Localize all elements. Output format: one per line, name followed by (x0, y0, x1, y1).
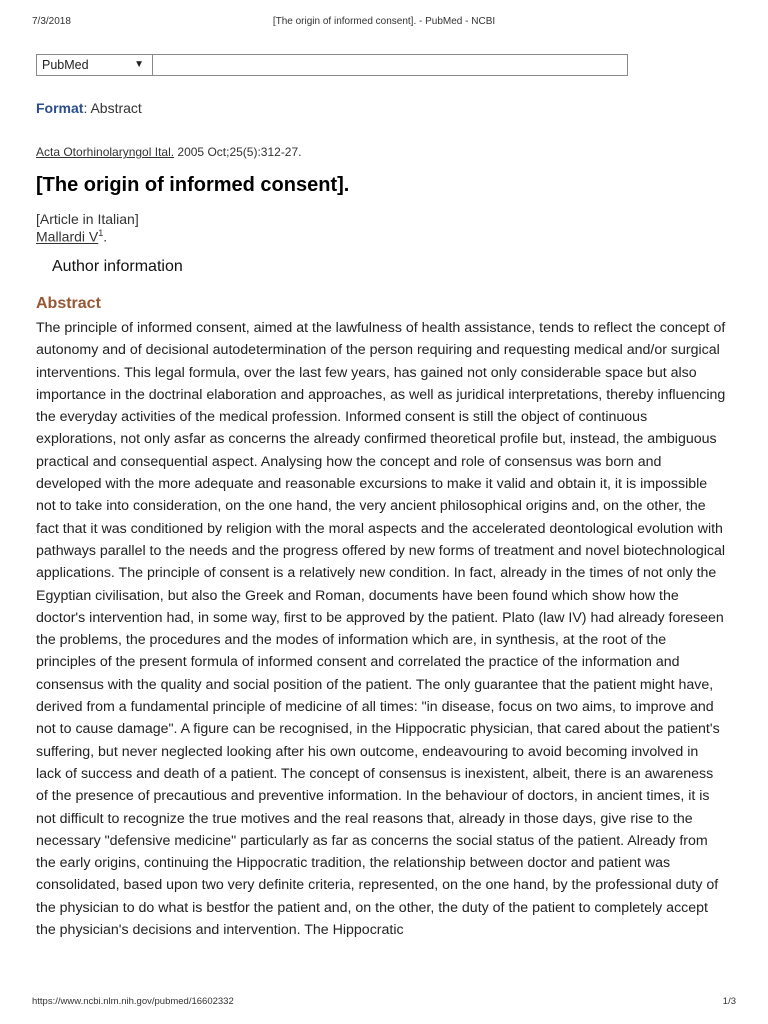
citation-details: 2005 Oct;25(5):312-27. (174, 145, 302, 159)
abstract-text: The principle of informed consent, aimed at the lawfulness of health assistance, tends to reflect the concept of autonomy and of decisional autodetermination of the person requiring and requesting medical and/or surgical interventions. This legal formula, over the last few years, has gained not only considerable space but also importance in the doctrinal elaboration and approaches, as well as juridical interpretations, thereby influencing the everyday activities of the medical profession. Informed consent is still the object of continuous explorations, not only asfar as concerns the already confirmed theoretical profile but, instead, the ambiguous practical and consequential aspect. Analysing how the concept and role of consensus was born and developed with the more adequate and reasonable excursions to make it valid and obtain it, it is impossible not to take into consideration, on the one hand, the very ancient philosophical origins and, on the other, the fact that it was conditioned by religion with the moral aspects and the accelerated deontological evolution with pathways parallel to the needs and the progress offered by new forms of treatment and novel biotechnological applications. The principle of consent is a relatively new condition. In fact, already in the times of not only the Egyptian civilisation, but also the Greek and Roman, documents have been found which show how the doctor's intervention had, in some way, first to be approved by the patient. Plato (law IV) had already foreseen the problems, the procedures and the modes of information which are, in synthesis, at the root of the principles of the present formula of informed consent and correlated the practice of the information and consensus with the quality and social position of the patient. The only guarantee that the patient might have, derived from a fundamental principle of medicine of all times: "in disease, focus on two aims, to improve and not to cause damage". A figure can be recognised, in the Hippocratic physician, that cared about the patient's suffering, but never neglected looking after his own outcome, endeavouring to avoid becoming involved in lack of success and death of a patient. The concept of consensus is inexistent, albeit, there is an awareness of the presence of precautious and preventive information. In the behaviour of doctors, in ancient times, it is not difficult to recognize the true motives and the real reasons that, already in those days, give rise to the necessary "defensive medicine" particularly as far as concerns the social status of the patient. Already from the early origins, continuing the Hippocratic tradition, the relationship between doctor and patient was consolidated, based upon two very definite criteria, represented, on the one hand, by the professional duty of the physician to do what is bestfor the patient and, on the other, the duty of the patient to completely accept the physician's decisions and intervention. The Hippocratic (36, 320, 726, 939)
article-language-note: [Article in Italian] (36, 211, 139, 227)
citation (36, 145, 302, 159)
print-page-title: [The origin of informed consent]. - PubMed - NCBI (272, 16, 496, 27)
format-label[interactable]: Format (36, 100, 84, 116)
chevron-down-icon: ▼ (134, 59, 144, 70)
author-list (36, 228, 107, 245)
print-date: 7/3/2018 (32, 16, 71, 27)
print-url: https://www.ncbi.nlm.nih.gov/pubmed/16602332 (32, 996, 234, 1007)
format-line (36, 100, 142, 116)
database-select[interactable] (36, 54, 154, 76)
database-select-value: PubMed (42, 58, 89, 72)
journal-link[interactable]: Acta Otorhinolaryngol Ital. (36, 145, 175, 159)
print-footer (32, 996, 736, 1010)
author-information-toggle[interactable]: Author information (52, 258, 183, 275)
author-link[interactable]: Mallardi V (36, 228, 99, 245)
article-title: [The origin of informed consent]. (36, 174, 350, 196)
format-value: Abstract (90, 100, 142, 116)
print-header (32, 16, 736, 30)
print-page-number: 1/3 (722, 996, 736, 1007)
search-input[interactable] (152, 54, 628, 76)
author-trailing: . (103, 228, 108, 245)
abstract-heading: Abstract (36, 295, 101, 312)
search-bar (36, 54, 622, 76)
affiliation-marker: 1 (98, 228, 104, 238)
format-separator: : (83, 100, 91, 116)
